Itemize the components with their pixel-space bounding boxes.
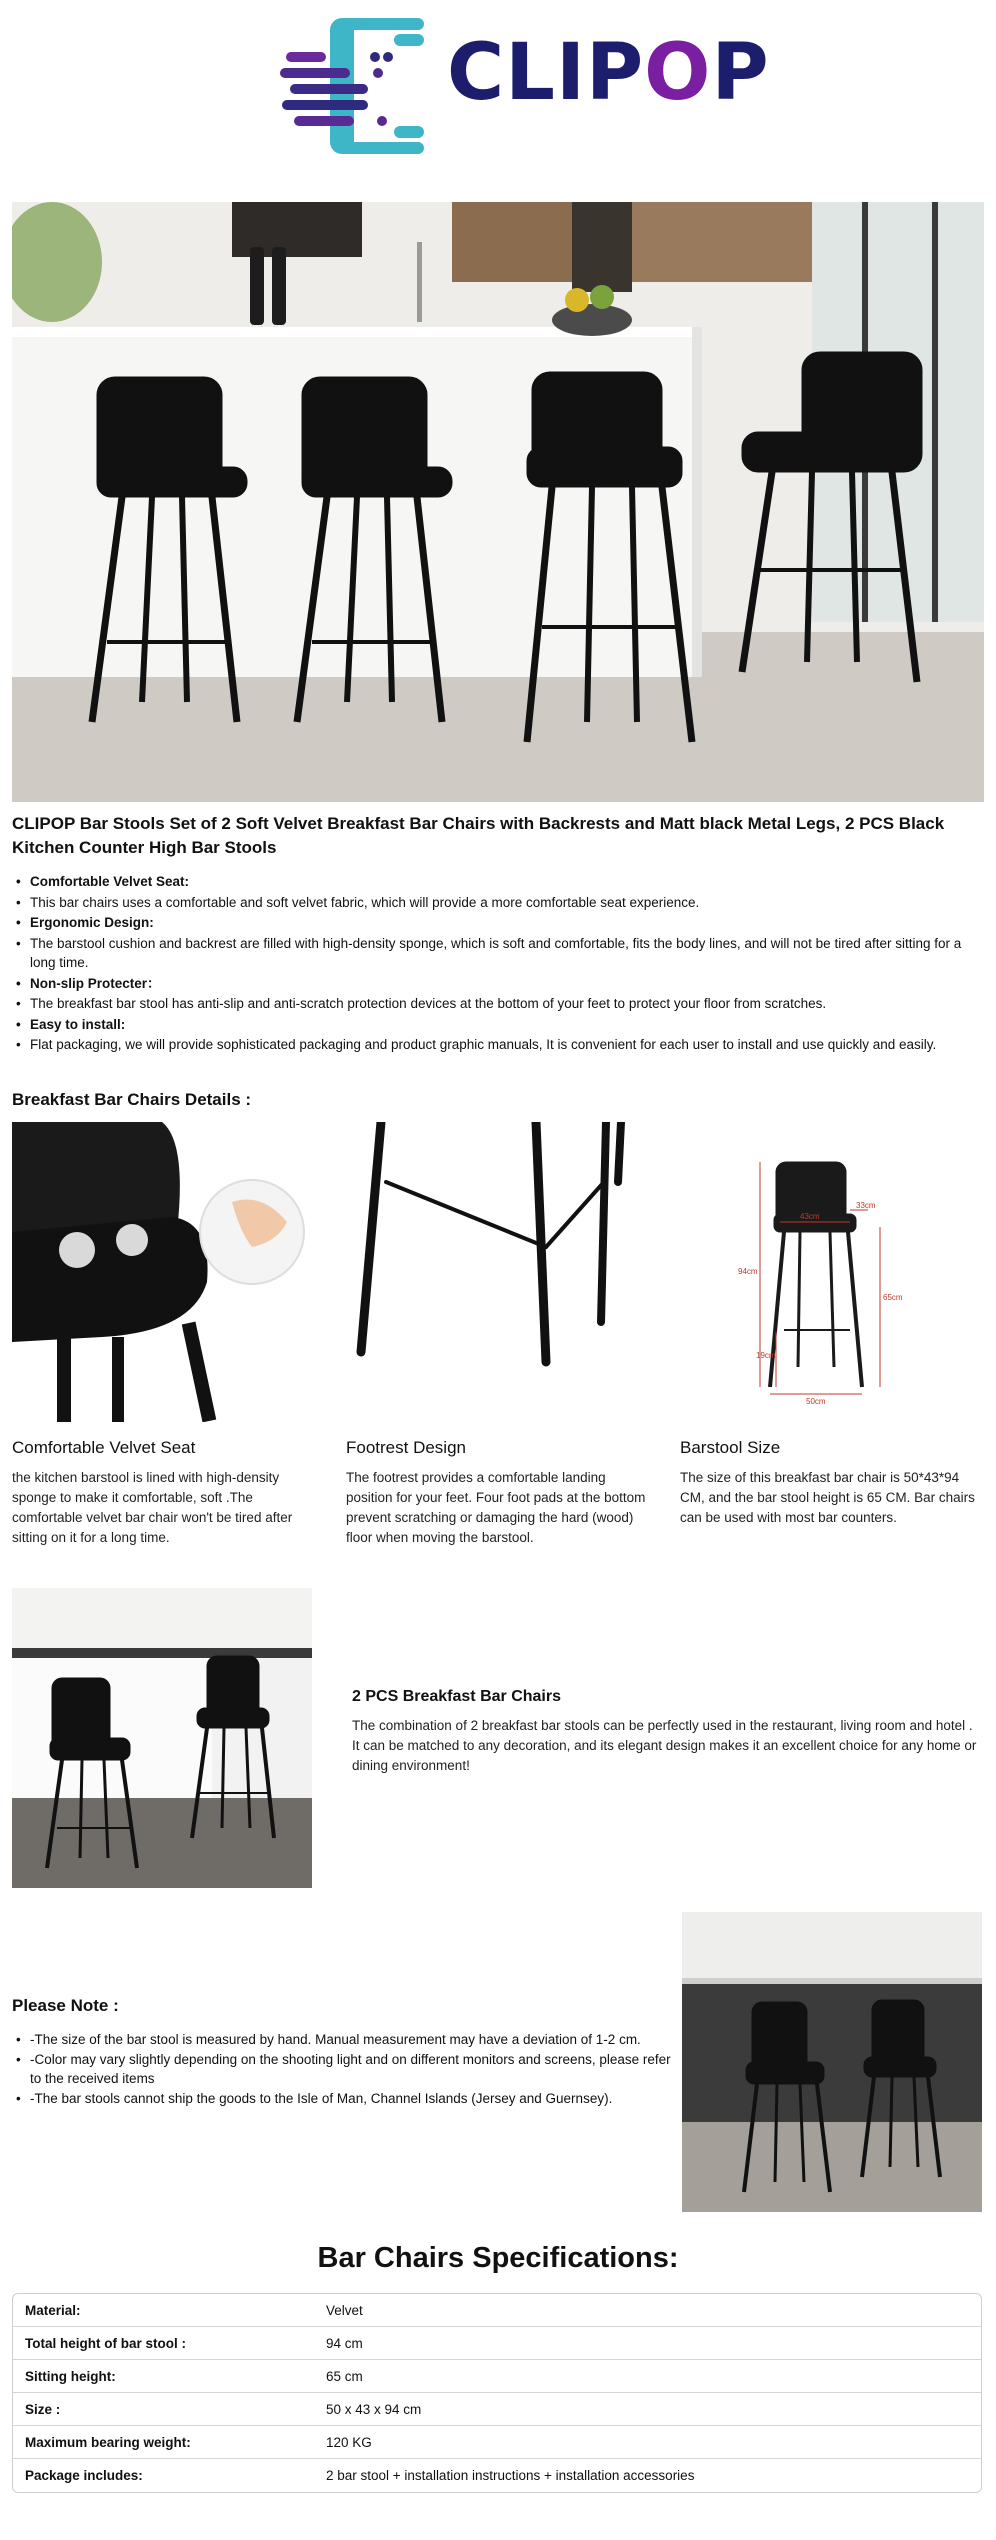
detail-title: Comfortable Velvet Seat xyxy=(12,1438,196,1457)
velvet-seat-image xyxy=(12,1122,312,1422)
detail-title: Footrest Design xyxy=(346,1438,466,1457)
feature-label: • Non-slip Protecter： xyxy=(12,974,980,994)
dim-footrest-label: 19cm xyxy=(756,1351,776,1360)
detail-velvet-seat xyxy=(12,1122,312,1548)
note-title: Please Note : xyxy=(12,1996,119,2015)
size-diagram-image xyxy=(680,1122,980,1422)
feature-text: • This bar chairs uses a comfortable and soft velvet fabric, which will provide a more comfortable seat experience. xyxy=(12,893,980,913)
spec-value: 94 cm xyxy=(326,2335,363,2351)
feature-text: • The breakfast bar stool has anti-slip and anti-scratch protection devices at the bottom of your feet to protect your floor from scratches. xyxy=(12,994,980,1014)
two-pcs-title: 2 PCS Breakfast Bar Chairs xyxy=(352,1688,561,1705)
detail-title: Barstool Size xyxy=(680,1438,781,1457)
feature-label: • Ergonomic Design: xyxy=(12,913,980,933)
table-row xyxy=(13,2327,981,2360)
specs-title: Bar Chairs Specifications: xyxy=(317,2242,679,2274)
note-list xyxy=(12,2030,682,2108)
hero-product-image xyxy=(12,202,984,802)
brand-logo xyxy=(280,12,770,162)
spec-value: 50 x 43 x 94 cm xyxy=(326,2401,422,2417)
dim-seat-width-label: 43cm xyxy=(800,1212,820,1221)
note-item: • -The bar stools cannot ship the goods to the Isle of Man, Channel Islands (Jersey and Guernsey). xyxy=(12,2089,682,2109)
spec-value: 120 KG xyxy=(326,2434,372,2450)
detail-text: The footrest provides a comfortable landing position for your feet. Four foot pads at the bottom prevent scratching or damaging the hard (wood) floor when moving the barstool. xyxy=(346,1470,646,1545)
spec-key: Material: xyxy=(25,2302,81,2318)
note-item: • -Color may vary slightly depending on the shooting light and on different monitors and screens, please refer to the received items xyxy=(12,2050,682,2089)
table-row xyxy=(13,2459,981,2492)
table-row xyxy=(13,2426,981,2459)
feature-text: • The barstool cushion and backrest are filled with high-density sponge, which is soft and comfortable, fits the body lines, and will not be tired after sitting for a long time. xyxy=(12,934,980,973)
detail-text: The size of this breakfast bar chair is 50*43*94 CM, and the bar stool height is 65 CM. Bar chairs can be used with most bar counters. xyxy=(680,1470,975,1525)
clipop-logo-icon xyxy=(280,12,430,162)
two-pcs-text: The combination of 2 breakfast bar stools can be perfectly used in the restaurant, living room and hotel . It can be matched to any decoration, and its elegant design makes it an excellent choice for any home or dining environment! xyxy=(352,1718,977,1773)
dark-kitchen-stools-image xyxy=(682,1912,982,2212)
detail-size xyxy=(680,1122,980,1528)
detail-footrest xyxy=(346,1122,646,1548)
table-row xyxy=(13,2360,981,2393)
spec-value: 65 cm xyxy=(326,2368,363,2384)
table-row xyxy=(13,2393,981,2426)
spec-key: Total height of bar stool : xyxy=(25,2335,186,2351)
feature-label: • Easy to install: xyxy=(12,1015,980,1035)
dim-base-label: 50cm xyxy=(806,1397,826,1406)
details-heading: Breakfast Bar Chairs Details : xyxy=(12,1090,252,1109)
feature-text: • Flat packaging, we will provide sophisticated packaging and product graphic manuals, It is convenient for each user to install and use quickly and easily. xyxy=(12,1035,980,1055)
dim-height-label: 94cm xyxy=(738,1267,758,1276)
spec-value: Velvet xyxy=(326,2302,363,2318)
product-title: CLIPOP Bar Stools Set of 2 Soft Velvet Breakfast Bar Chairs with Backrests and Matt black Metal Legs, 2 PCS Black Kitchen Counter High Bar Stools xyxy=(12,814,945,857)
footrest-image xyxy=(346,1122,646,1422)
feature-list xyxy=(12,872,980,1056)
detail-text: the kitchen barstool is lined with high-density sponge to make it comfortable, soft .The comfortable velvet bar chair won't be tired after sitting on it for a long time. xyxy=(12,1470,293,1545)
two-stools-kitchen-image xyxy=(12,1588,312,1888)
feature-label: • Comfortable Velvet Seat: xyxy=(12,872,980,892)
specs-table xyxy=(12,2293,982,2493)
spec-key: Maximum bearing weight: xyxy=(25,2434,191,2450)
dim-seat-height-label: 65cm xyxy=(883,1293,903,1302)
spec-key: Size : xyxy=(25,2401,61,2417)
table-row xyxy=(13,2294,981,2327)
brand-wordmark: CLIPOP xyxy=(447,28,770,118)
spec-key: Sitting height: xyxy=(25,2368,116,2384)
note-item: • -The size of the bar stool is measured by hand. Manual measurement may have a deviation of 1-2 cm. xyxy=(12,2030,682,2050)
spec-key: Package includes: xyxy=(25,2468,143,2483)
spec-value: 2 bar stool + installation instructions + installation accessories xyxy=(326,2468,695,2483)
dim-seat-depth-label: 33cm xyxy=(856,1201,876,1210)
